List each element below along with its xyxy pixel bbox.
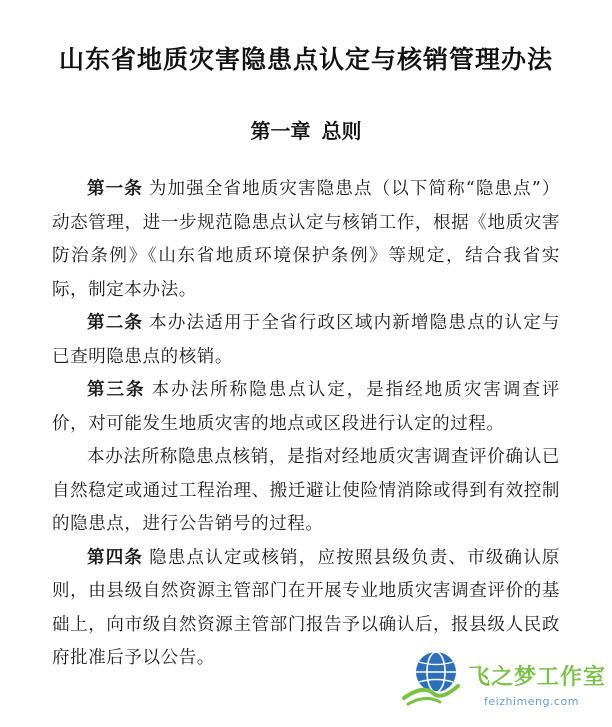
article-text: 为加强全省地质灾害隐患点（以下简称“隐患点”）动态管理，进一步规范隐患点认定与核销工作，根据《地质灾害防治条例》《山东省地质环境保护条例》等规定，结合我省实际，制定本办法。 [52,179,560,300]
paragraph-article-2 [52,307,560,374]
document-title: 山东省地质灾害隐患点认定与核销管理办法 [58,45,553,74]
paragraph-article-3 [52,374,560,441]
watermark-logo [388,638,612,727]
chapter-title: 第一章 总则 [250,119,362,143]
article-text: 本办法所称隐患点认定，是指经地质灾害调查评价，对可能发生地质灾害的地点或区段进行认定的过程。 [52,380,560,434]
globe-icon [400,646,464,710]
paragraph-article-3-continued [52,441,560,542]
watermark-title: 飞之梦工作室 [468,665,607,690]
article-number: 第四条 [87,547,144,568]
document-body [52,173,560,676]
article-text: 本办法适用于全省行政区域内新增隐患点的认定与已查明隐患点的核销。 [52,313,560,367]
article-number: 第二条 [87,313,144,333]
watermark-url: feizhimeng.com [484,695,579,708]
article-text: 本办法所称隐患点核销，是指对经地质灾害调查评价确认已自然稳定或通过工程治理、搬迁避让使险情消除或得到有效控制的隐患点，进行公告销号的过程。 [52,447,560,534]
article-text: 隐患点认定或核销，应按照县级负责、市级确认原则，由县级自然资源主管部门在开展专业地质灾害调查评价的基础上，向市级自然资源主管部门报告予以确认后，报县级人民政府批准后予以公告。 [52,547,560,668]
article-number: 第一条 [87,179,143,199]
article-number: 第三条 [87,380,146,400]
paragraph-article-1 [52,173,560,307]
